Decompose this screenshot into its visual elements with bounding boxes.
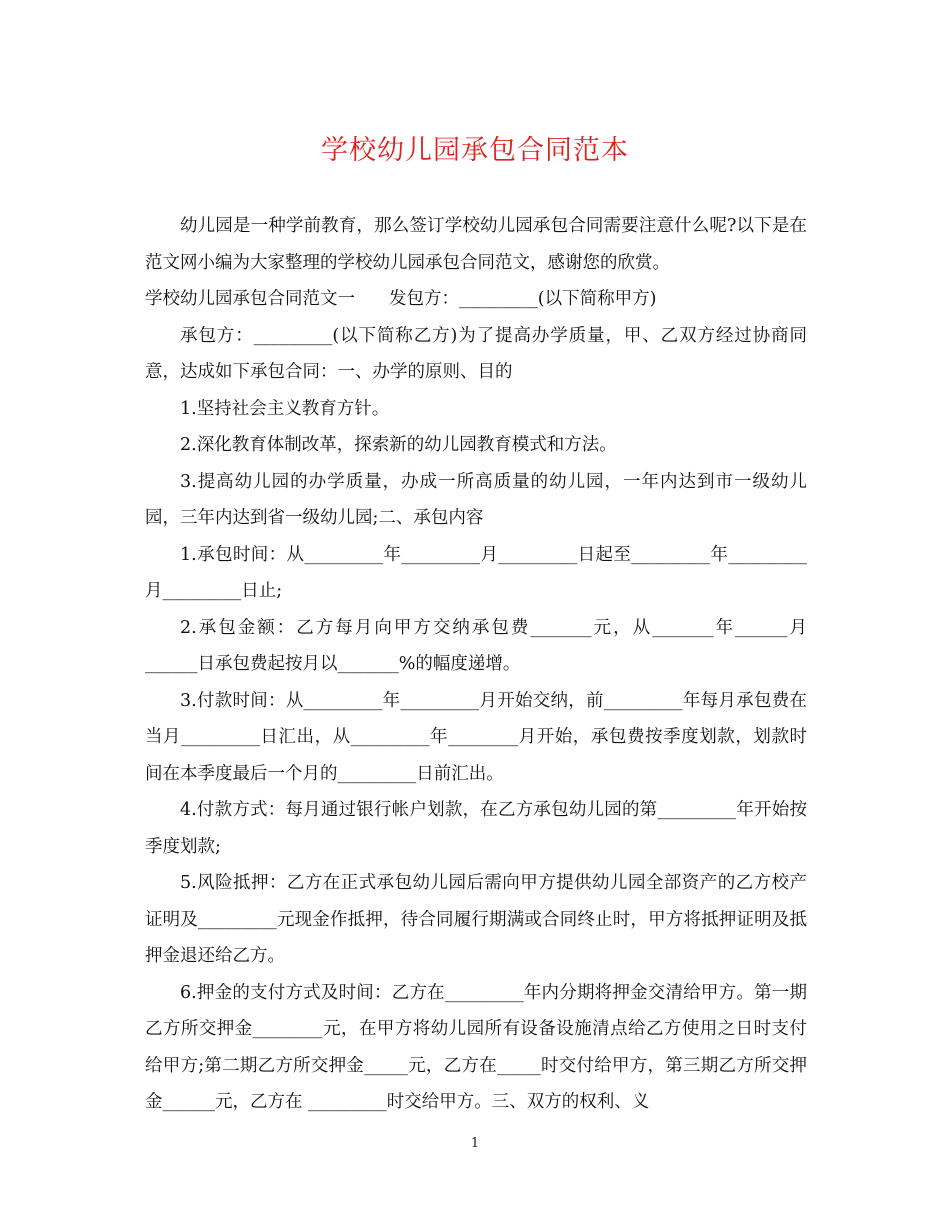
clause-item: 3.提高幼儿园的办学质量，办成一所高质量的幼儿园，一年内达到市一级幼儿园，三年内达到省一级幼儿园;二、承包内容 bbox=[145, 471, 807, 528]
intro-paragraph: 幼儿园是一种学前教育，那么签订学校幼儿园承包合同需要注意什么呢?以下是在范文网小编为大家整理的学校幼儿园承包合同范文，感谢您的欣赏。 bbox=[145, 216, 807, 273]
clause-item: 4.付款方式：每月通过银行帐户划款，在乙方承包幼儿园的第_________年开始按季度划款; bbox=[145, 800, 807, 857]
parties-line bbox=[145, 281, 807, 318]
clause-item: 1.坚持社会主义教育方针。 bbox=[180, 398, 390, 419]
clause-item: 6.押金的支付方式及时间：乙方在_________年内分期将押金交清给甲方。第一期乙方所交押金________元，在甲方将幼儿园所有设备设施清点给乙方使用之日时支付给甲方;第二期乙方所交押金_____元，乙方在_____时交付给甲方，第三期乙方所交押金______元，乙方在 _________时交给甲方。三、双方的权利、义 bbox=[145, 982, 807, 1112]
clause-item: 2.承包金额：乙方每月向甲方交纳承包费_______元，从_______年______月______日承包费起按月以_______%的幅度递增。 bbox=[145, 617, 807, 674]
clause-item: 1.承包时间：从_________年_________月_________日起至_________年_________月_________日止; bbox=[145, 544, 807, 601]
document-body bbox=[145, 208, 807, 1121]
party-b-paragraph: 承包方：_________(以下简称乙方)为了提高办学质量，甲、乙双方经过协商同意，达成如下承包合同：一、办学的原则、目的 bbox=[145, 325, 807, 382]
document-title: 学校幼儿园承包合同范本 bbox=[321, 135, 629, 166]
clause-item: 5.风险抵押：乙方在正式承包幼儿园后需向甲方提供幼儿园全部资产的乙方校产证明及_________元现金作抵押，待合同履行期满或合同终止时，甲方将抵押证明及抵押金退还给乙方。 bbox=[145, 873, 807, 966]
section-heading: 学校幼儿园承包合同范文一 bbox=[145, 289, 355, 309]
clause-item: 2.深化教育体制改革，探索新的幼儿园教育模式和方法。 bbox=[180, 435, 617, 455]
party-a-line: 发包方：_________(以下简称甲方) bbox=[389, 289, 657, 309]
clause-item: 3.付款时间：从_________年_________月开始交纳，前_________年每月承包费在当月_________日汇出，从_________年________月开始，承包费按季度划款，划款时间在本季度最后一个月的_________日前汇出。 bbox=[145, 690, 807, 784]
page-number: 1 bbox=[470, 1136, 480, 1151]
